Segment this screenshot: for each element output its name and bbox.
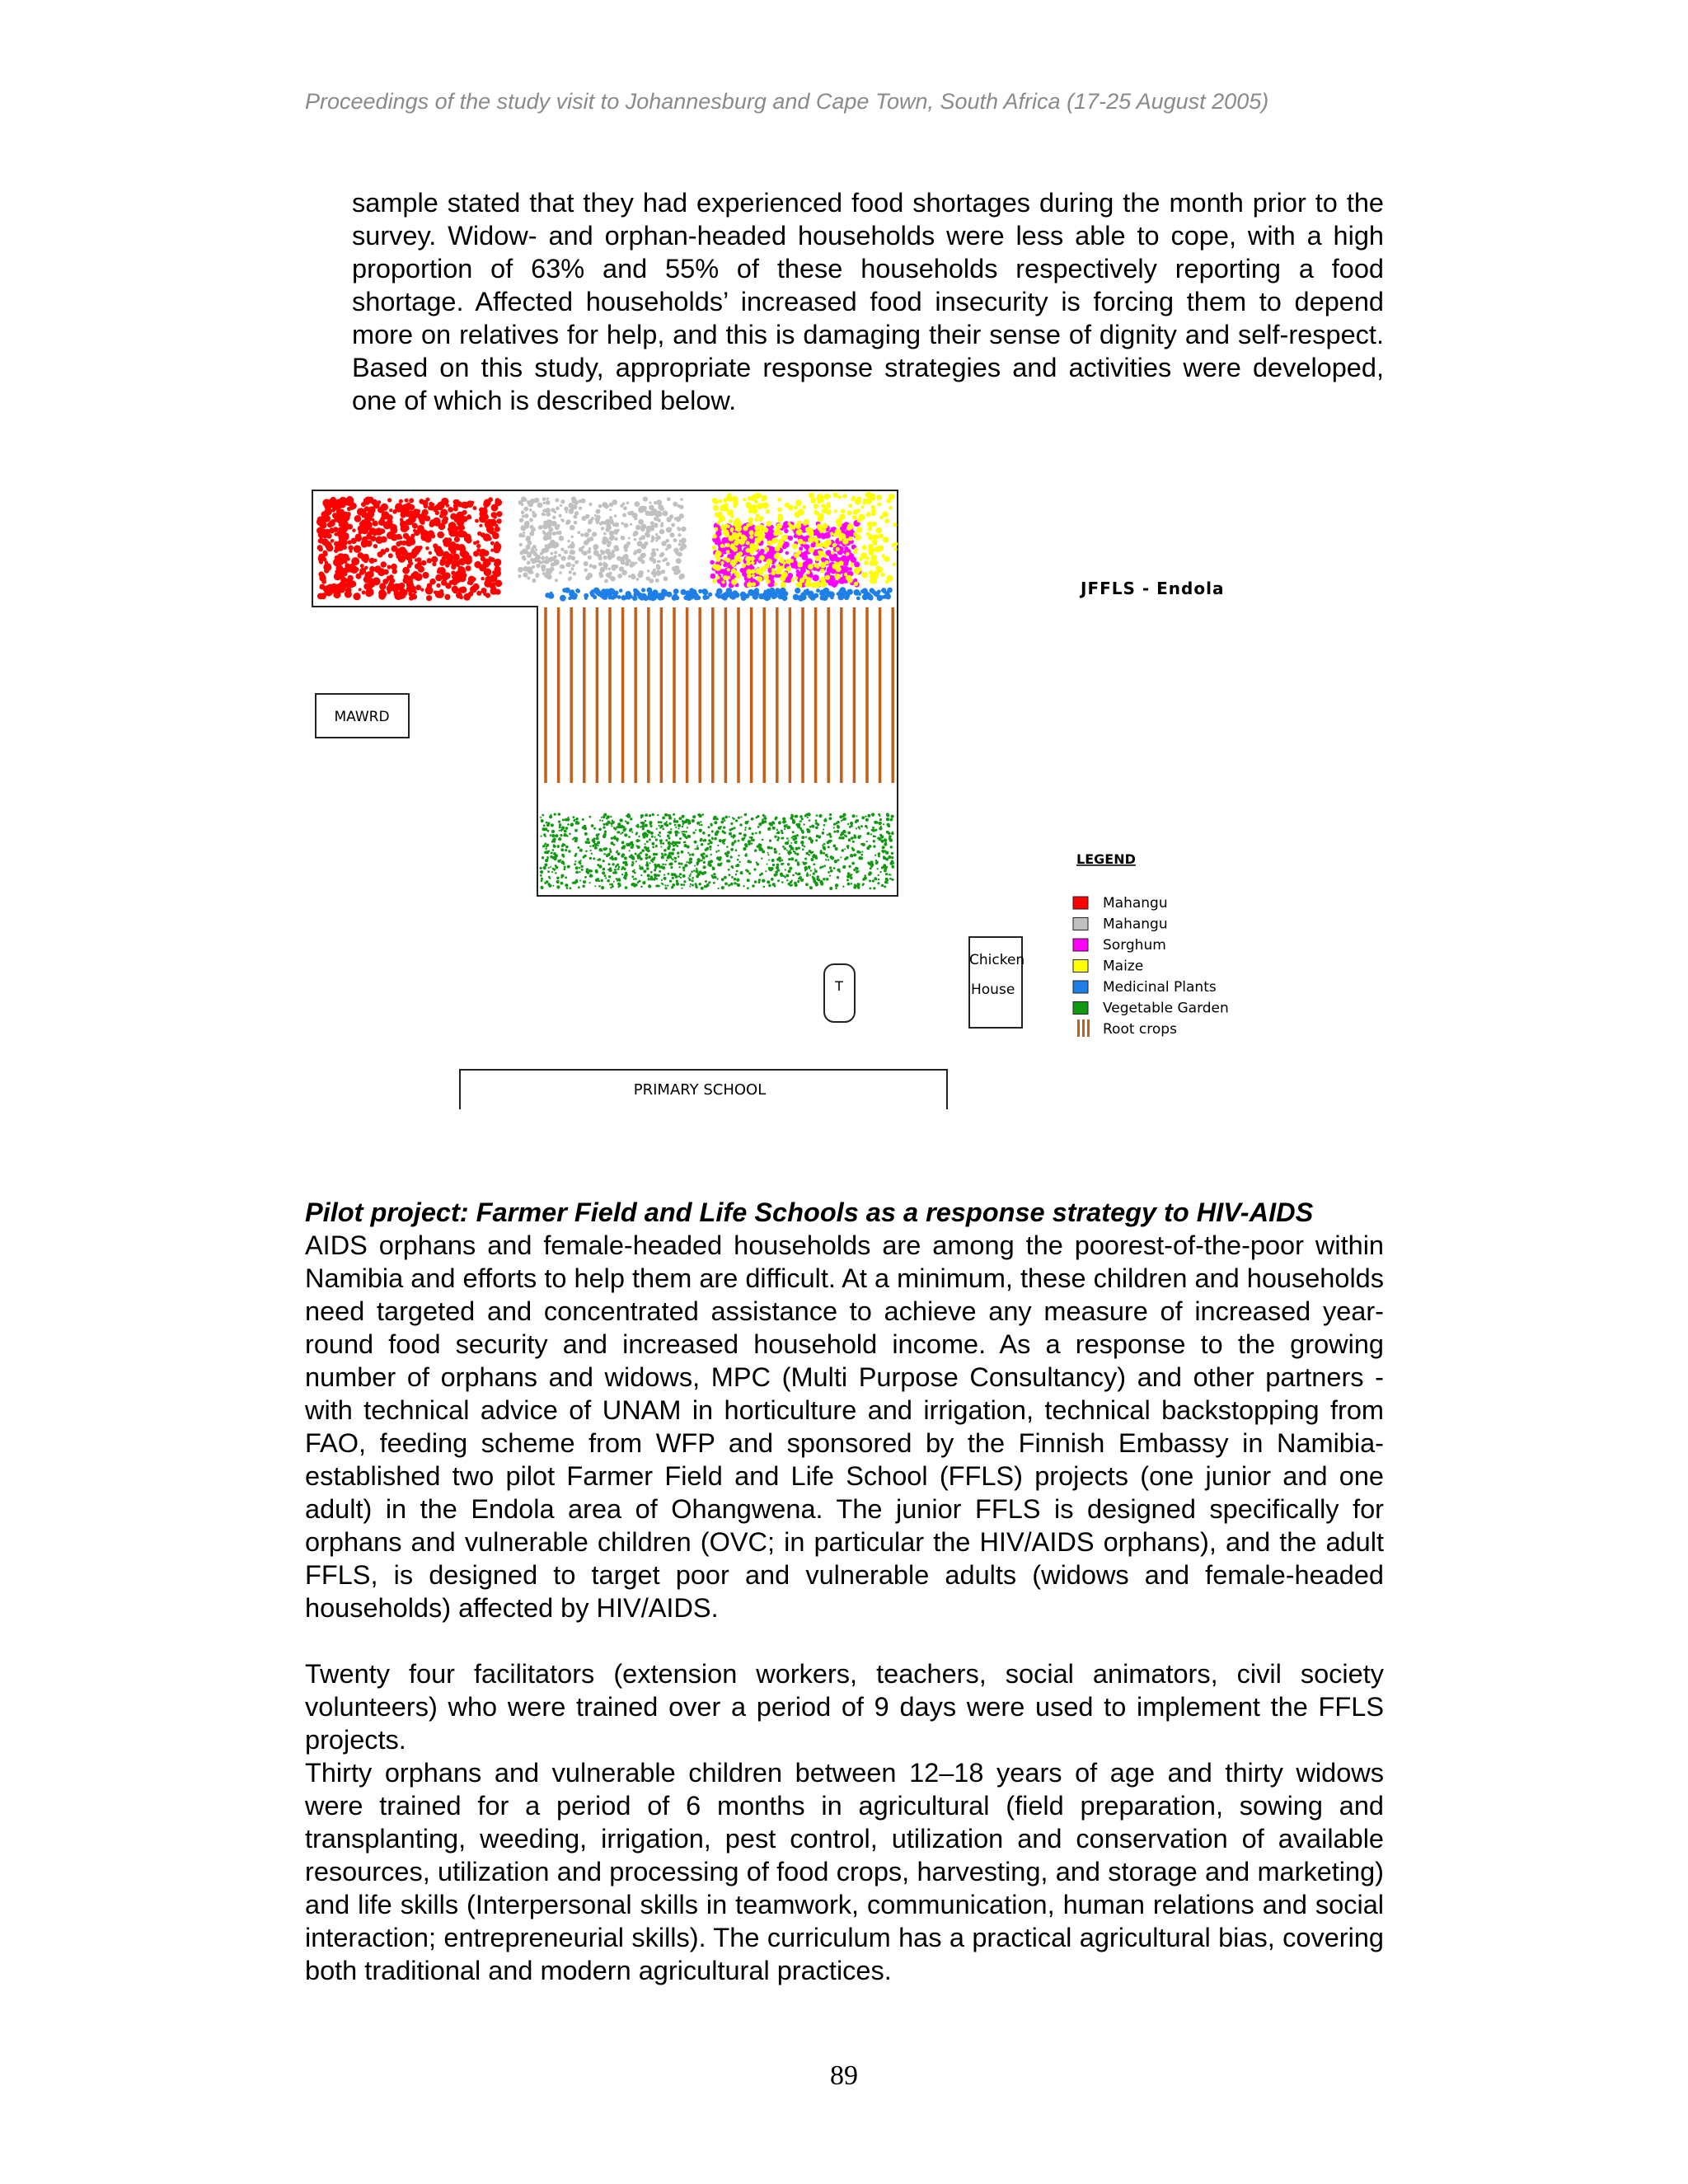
legend-heading: LEGEND [1076,851,1136,867]
intro-paragraph: sample stated that they had experienced food shortages during the month prior to the survey. Widow- and orphan-headed households were less able to cope, with a high proportion of 63% and 55% of these households respectively reporting a food shortage. Affected households’ increased food insecurity is forcing them to depend more on relatives for help, and this is damaging their sense of dignity and self-respect. Based on this study, appropriate response strategies and activities were developed, one of which is described below. [352,188,1384,415]
mahangu-grey-plot [518,496,687,583]
root-crops-rows [546,607,893,783]
medicinal-plants-row [545,587,893,601]
legend [1073,895,1229,1038]
legend-label: Mahangu [1103,916,1168,933]
legend-label: Mahangu [1103,895,1168,912]
legend-swatch [1073,981,1088,993]
legend-label: Maize [1103,958,1144,975]
running-header: Proceedings of the study visit to Johannesburg and Cape Town, South Africa (17-25 August 2005) [305,89,1269,114]
tank-label: T [835,978,843,994]
section-heading: Pilot project: Farmer Field and Life Schools as a response strategy to HIV-AIDS [305,1197,1314,1227]
section-paragraph-3: Thirty orphans and vulnerable children between 12–18 years of age and thirty widows were trained for a period of 6 months in agricultural (field preparation, sowing and transplanting, weeding, irrigation, pest control, utilization and conservation of available resources, utilization and processing of food crops, harvesting, and storage and marketing) and life skills (Interpersonal skills in teamwork, communication, human relations and social interaction; entrepreneurial skills). The curriculum has a practical agricultural bias, covering both traditional and modern agricultural practices. [305,1758,1384,1985]
vegetable-garden-plot [540,813,895,890]
legend-label: Root crops [1103,1021,1177,1038]
legend-swatch [1073,897,1088,909]
farm-layout-figure [302,478,1357,1113]
mawrd-label: MAWRD [334,709,390,725]
section-paragraph-1: AIDS orphans and female-headed households are among the poorest-of-the-poor within Namibia and efforts to help them are difficult. At a minimum, these children and households need targeted and concentrated assistance to achieve any measure of increased year-round food security and increased household income. As a response to the growing number of orphans and widows, MPC (Multi Purpose Consultancy) and other partners -with technical advice of UNAM in horticulture and irrigation, technical backstopping from FAO, feeding scheme from WFP and sponsored by the Finnish Embassy in Namibia- established two pilot Farmer Field and Life School (FFLS) projects (one junior and one adult) in the Endola area of Ohangwena. The junior FFLS is designed specifically for orphans and vulnerable children (OVC; in particular the HIV/AIDS orphans), and the adult FFLS, is designed to target poor and vulnerable adults (widows and female-headed households) affected by HIV/AIDS. [305,1230,1384,1623]
legend-swatch [1073,960,1088,972]
section-paragraph-2: Twenty four facilitators (extension workers, teachers, social animators, civil society volunteers) who were trained over a period of 9 days were used to implement the FFLS projects. [305,1659,1384,1755]
chicken-house-label-2: House [971,982,1015,998]
legend-swatch [1073,918,1088,930]
legend-swatch-root-crops [1082,1019,1085,1037]
chicken-house-label-1: Chicken [969,952,1025,968]
legend-label: Vegetable Garden [1103,1000,1229,1017]
page-number: 89 [830,2060,858,2091]
figure-title: JFFLS - Endola [1081,579,1225,598]
legend-swatch [1073,1002,1088,1015]
legend-label: Sorghum [1103,937,1166,954]
primary-school-label: PRIMARY SCHOOL [633,1081,767,1099]
legend-swatch-root-crops [1077,1019,1080,1037]
legend-swatch-root-crops [1087,1019,1090,1037]
legend-label: Medicinal Plants [1103,979,1217,996]
mahangu-red-plot [316,496,503,601]
legend-swatch [1073,939,1088,951]
